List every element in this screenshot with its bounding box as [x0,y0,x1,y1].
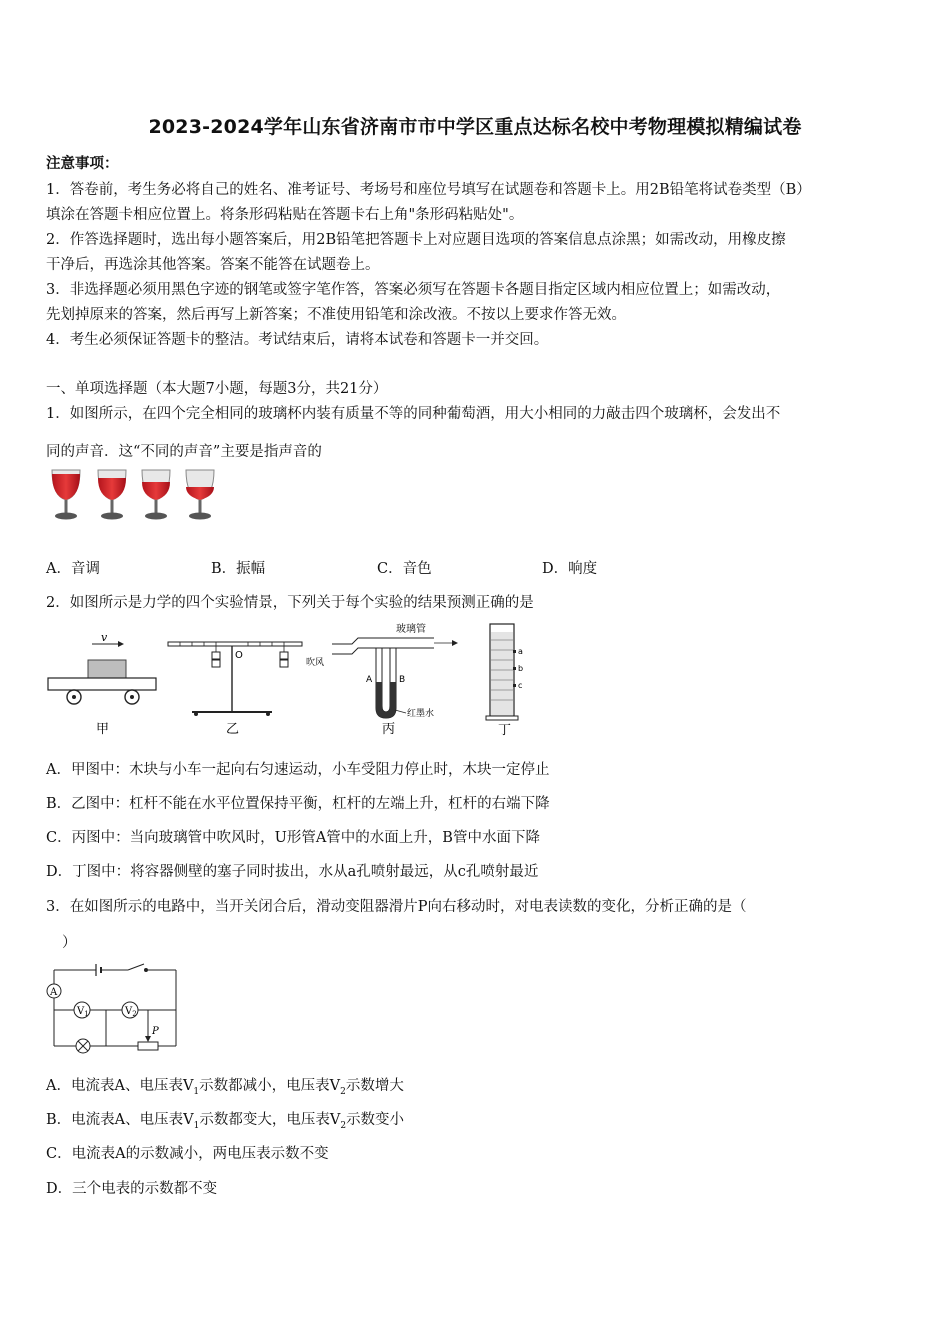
note-line: 2．作答选择题时，选出每小题答案后，用2B铅笔把答题卡上对应题目选项的答案信息点涂黑；如需改动，用橡皮擦 [46,232,786,248]
figure-lever [166,632,306,740]
slider-label: P [152,1026,159,1037]
question-1-text: 1．如图所示，在四个完全相同的玻璃杯内装有质量不等的同种葡萄酒，用大小相同的力敲击四个玻璃杯，会发出不 [46,406,781,422]
tube-a-label: A [366,675,373,685]
section-heading: 一、单项选择题（本大题7小题，每题3分，共21分） [46,381,388,397]
option-c[interactable]: C．音色 [377,561,432,577]
hole-b-label: b [518,664,524,673]
figure-label: 丁 [498,723,512,738]
glass-icon [186,470,214,520]
voltmeter-1-label: $V_1$ [77,1006,89,1018]
option-c[interactable]: C．丙图中：当向玻璃管中吹风时，U形管A管中的水面上升，B管中水面下降 [46,830,540,846]
option-d[interactable]: D．响度 [542,561,598,577]
note-line: 3．非选择题必须用黑色字迹的钢笔或签字笔作答，答案必须写在答题卡各题目指定区域内相应位置上；如需改动， [46,282,781,298]
notes-heading: 注意事项： [46,155,119,172]
option-b[interactable]: B．电流表A、电压表$V_1$示数都变大，电压表$V_2$示数变小 [46,1112,405,1131]
wine-glasses-figure [46,466,222,526]
note-line: 1．答卷前，考生务必将自己的姓名、准考证号、考场号和座位号填写在试题卷和答题卡上。用2B铅笔将试卷类型（B） [46,182,811,198]
note-line: 填涂在答题卡相应位置上。将条形码粘贴在答题卡右上角"条形码粘贴处"。 [46,207,524,223]
option-d[interactable]: D．丁图中：将容器侧壁的塞子同时拔出，水从a孔喷射最远，从c孔喷射最近 [46,864,539,880]
option-a[interactable]: A．甲图中：木块与小车一起向右匀速运动，小车受阻力停止时，木块一定停止 [46,762,550,778]
option-a[interactable]: A．电流表A、电压表$V_1$示数都减小，电压表$V_2$示数增大 [46,1078,404,1097]
hole-c-label: c [518,681,523,690]
page-title: 2023-2024学年山东省济南市市中学区重点达标名校中考物理模拟精编试卷 [148,116,802,138]
figure-cart [46,632,160,740]
glass-icon [142,470,170,520]
option-c[interactable]: C．电流表A的示数减小，两电压表示数不变 [46,1146,329,1162]
figure-label: 丙 [382,722,396,737]
question-3-text: ） [62,935,77,951]
figure-label: 乙 [226,722,240,737]
question-3-text: 3．在如图所示的电路中，当开关闭合后，滑动变阻器滑片P向右移动时，对电表读数的变化，分析正确的是（ [46,899,747,915]
option-d[interactable]: D．三个电表的示数都不变 [46,1181,218,1197]
option-a[interactable]: A．音调 [46,561,100,577]
glass-icon [98,470,126,520]
ammeter-label: A [50,987,58,998]
figure-container [480,620,540,740]
question-1-text: 同的声音．这“不同的声音”主要是指声音的 [46,444,322,460]
figure-label: 甲 [96,722,110,737]
option-b[interactable]: B．振幅 [211,561,266,577]
tube-b-label: B [399,675,406,685]
option-b[interactable]: B．乙图中：杠杆不能在水平位置保持平衡，杠杆的左端上升，杠杆的右端下降 [46,796,550,812]
note-line: 干净后，再选涂其他答案。答案不能答在试题卷上。 [46,257,380,273]
figure-u-tube [306,620,464,740]
circuit-figure [44,958,184,1058]
glass-tube-label: 玻璃管 [396,624,426,635]
hole-a-label: a [518,647,523,656]
voltmeter-2-label: $V_2$ [125,1006,137,1018]
note-line: 先划掉原来的答案，然后再写上新答案；不准使用铅笔和涂改液。不按以上要求作答无效。 [46,307,626,323]
blow-label: 吹风 [306,658,325,668]
pivot-label: O [235,650,243,661]
glass-icon [52,470,80,520]
question-2-text: 2．如图所示是力学的四个实验情景，下列关于每个实验的结果预测正确的是 [46,595,534,611]
velocity-label: v [101,632,108,644]
note-line: 4．考生必须保证答题卡的整洁。考试结束后，请将本试卷和答题卡一并交回。 [46,332,549,348]
red-water-label: 红墨水 [407,709,435,719]
